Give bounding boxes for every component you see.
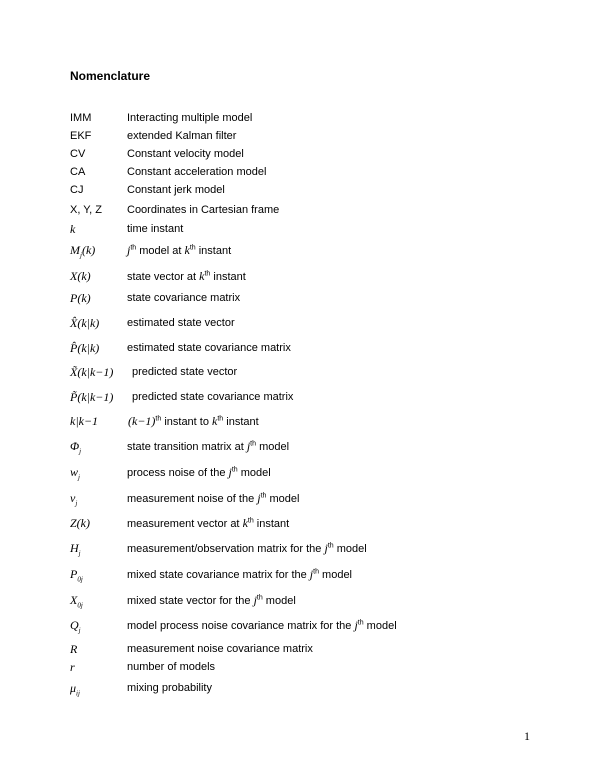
entry-symbol: k bbox=[70, 222, 76, 236]
entry-description: Interacting multiple model bbox=[127, 112, 253, 124]
nomenclature-entry bbox=[70, 491, 540, 507]
entry-description: $j^{th}$ model at $k^{th}$ instant bbox=[127, 243, 232, 257]
nomenclature-entry bbox=[70, 165, 540, 181]
nomenclature-entry bbox=[70, 465, 540, 481]
entry-symbol: k|k−1 bbox=[70, 414, 99, 428]
nomenclature-entry bbox=[70, 642, 540, 658]
entry-symbol: $X_{0j}$ bbox=[70, 593, 83, 610]
nomenclature-entry bbox=[70, 593, 540, 609]
entry-description: predicted state vector bbox=[132, 366, 238, 378]
entry-symbol: X̂(k|k) bbox=[70, 316, 100, 330]
entry-description: model process noise covariance matrix for the $j^{th}$ model bbox=[127, 618, 397, 632]
entry-description: time instant bbox=[127, 223, 184, 235]
entry-symbol: $Q_j$ bbox=[70, 618, 81, 635]
entry-description: extended Kalman filter bbox=[127, 130, 237, 142]
entry-description: measurement noise of the $j^{th}$ model bbox=[127, 491, 300, 505]
entry-description: mixed state covariance matrix for the $j^{th}$ model bbox=[127, 567, 353, 581]
nomenclature-entry bbox=[70, 390, 540, 406]
entry-description: measurement/observation matrix for the $j^{th}$ model bbox=[127, 541, 367, 555]
nomenclature-entry bbox=[70, 269, 540, 285]
entry-symbol: $w_j$ bbox=[70, 465, 80, 482]
entry-symbol: X, Y, Z bbox=[70, 204, 103, 216]
entry-symbol: IMM bbox=[70, 112, 92, 124]
entry-description: Coordinates in Cartesian frame bbox=[127, 204, 280, 216]
nomenclature-entry bbox=[70, 541, 540, 557]
entry-symbol: EKF bbox=[70, 130, 92, 142]
entry-description: state covariance matrix bbox=[127, 292, 241, 304]
nomenclature-entry bbox=[70, 660, 540, 676]
entry-symbol: P̃(k|k−1) bbox=[70, 390, 114, 404]
entry-symbol: $\mu_{ij}$ bbox=[70, 681, 80, 698]
entry-symbol: X̃(k|k−1) bbox=[70, 365, 114, 379]
nomenclature-entry bbox=[70, 129, 540, 145]
nomenclature-entry bbox=[70, 203, 540, 219]
nomenclature-entry bbox=[70, 681, 540, 697]
nomenclature-entry bbox=[70, 365, 540, 381]
entry-symbol: Z(k) bbox=[70, 516, 90, 530]
entry-description: mixing probability bbox=[127, 682, 212, 694]
nomenclature-entry bbox=[70, 183, 540, 199]
nomenclature-entry bbox=[70, 516, 540, 532]
nomenclature-entry bbox=[70, 316, 540, 332]
entry-symbol: $v_j$ bbox=[70, 491, 78, 508]
nomenclature-entry bbox=[70, 111, 540, 127]
entry-symbol: P̂(k|k) bbox=[70, 341, 100, 355]
entry-symbol: $M_j(k)$ bbox=[70, 243, 96, 260]
nomenclature-entry bbox=[70, 439, 540, 455]
entry-symbol: CV bbox=[70, 148, 86, 160]
nomenclature-entry bbox=[70, 291, 540, 307]
nomenclature-entry bbox=[70, 618, 540, 634]
nomenclature-entry bbox=[70, 222, 540, 238]
entry-description: number of models bbox=[127, 661, 216, 673]
entry-symbol: CJ bbox=[70, 184, 84, 196]
entry-symbol: $\Phi_j$ bbox=[70, 439, 82, 456]
nomenclature-entry bbox=[70, 567, 540, 583]
section-heading: Nomenclature bbox=[70, 69, 151, 83]
nomenclature-entry bbox=[70, 147, 540, 163]
entry-description: estimated state vector bbox=[127, 317, 235, 329]
entry-description: estimated state covariance matrix bbox=[127, 342, 291, 354]
entry-symbol: $H_j$ bbox=[70, 541, 81, 558]
entry-symbol: X(k) bbox=[70, 269, 91, 283]
entry-symbol: R bbox=[70, 642, 78, 656]
entry-description: state vector at $k^{th}$ instant bbox=[127, 269, 246, 283]
entry-description: measurement vector at $k^{th}$ instant bbox=[127, 516, 290, 530]
entry-symbol: CA bbox=[70, 166, 86, 178]
entry-description: process noise of the $j^{th}$ model bbox=[127, 465, 271, 479]
entry-symbol: P(k) bbox=[70, 291, 91, 305]
entry-symbol: r bbox=[70, 660, 75, 674]
entry-description: predicted state covariance matrix bbox=[132, 391, 294, 403]
entry-symbol: $P_{0j}$ bbox=[70, 567, 83, 584]
page-number: 1 bbox=[524, 729, 530, 743]
entry-description: measurement noise covariance matrix bbox=[127, 643, 313, 655]
nomenclature-entry bbox=[70, 414, 540, 430]
entry-description: Constant jerk model bbox=[127, 184, 225, 196]
entry-description: Constant velocity model bbox=[127, 148, 244, 160]
entry-description: mixed state vector for the $j^{th}$ model bbox=[127, 593, 296, 607]
entry-description: Constant acceleration model bbox=[127, 166, 267, 178]
entry-description: $(k-1)^{th}$ instant to $k^{th}$ instant bbox=[128, 414, 259, 428]
nomenclature-entry bbox=[70, 341, 540, 357]
entry-description: state transition matrix at $j^{th}$ model bbox=[127, 439, 290, 453]
nomenclature-entry bbox=[70, 243, 540, 259]
